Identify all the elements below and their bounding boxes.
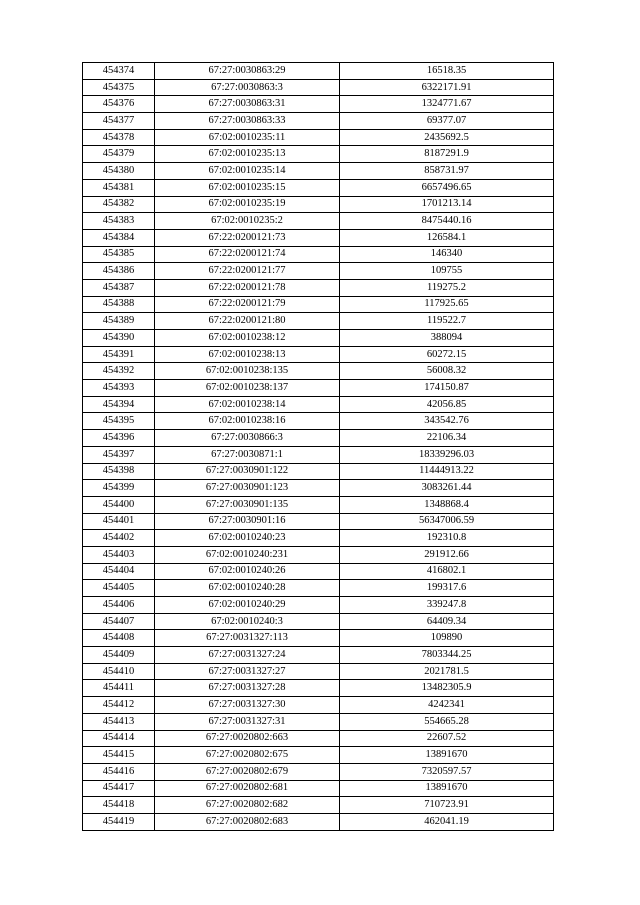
value-cell: 710723.91 xyxy=(340,797,554,814)
value-cell: 22106.34 xyxy=(340,430,554,447)
row-number-cell: 454393 xyxy=(83,380,155,397)
table-row xyxy=(83,179,554,196)
table-row xyxy=(83,513,554,530)
value-cell: 858731.97 xyxy=(340,163,554,180)
value-cell: 13891670 xyxy=(340,747,554,764)
row-number-cell: 454384 xyxy=(83,229,155,246)
table-row xyxy=(83,279,554,296)
row-number-cell: 454396 xyxy=(83,430,155,447)
value-cell: 119522.7 xyxy=(340,313,554,330)
row-number-cell: 454376 xyxy=(83,96,155,113)
row-number-cell: 454407 xyxy=(83,613,155,630)
cadastral-number-cell: 67:02:0010240:3 xyxy=(155,613,340,630)
cadastral-number-cell: 67:02:0010240:28 xyxy=(155,580,340,597)
row-number-cell: 454409 xyxy=(83,647,155,664)
table-row xyxy=(83,313,554,330)
cadastral-number-cell: 67:27:0020802:682 xyxy=(155,797,340,814)
row-number-cell: 454414 xyxy=(83,730,155,747)
value-cell: 13891670 xyxy=(340,780,554,797)
value-cell: 13482305.9 xyxy=(340,680,554,697)
cadastral-number-cell: 67:02:0010235:11 xyxy=(155,129,340,146)
value-cell: 1324771.67 xyxy=(340,96,554,113)
value-cell: 1348868.4 xyxy=(340,496,554,513)
row-number-cell: 454394 xyxy=(83,396,155,413)
row-number-cell: 454399 xyxy=(83,480,155,497)
value-cell: 388094 xyxy=(340,330,554,347)
table-row xyxy=(83,763,554,780)
value-cell: 7320597.57 xyxy=(340,763,554,780)
cadastral-number-cell: 67:27:0030863:3 xyxy=(155,79,340,96)
table-row xyxy=(83,680,554,697)
cadastral-number-cell: 67:27:0020802:663 xyxy=(155,730,340,747)
cadastral-number-cell: 67:27:0020802:683 xyxy=(155,813,340,830)
table-row xyxy=(83,296,554,313)
row-number-cell: 454408 xyxy=(83,630,155,647)
value-cell: 7803344.25 xyxy=(340,647,554,664)
cadastral-number-cell: 67:22:0200121:73 xyxy=(155,229,340,246)
row-number-cell: 454386 xyxy=(83,263,155,280)
value-cell: 291912.66 xyxy=(340,546,554,563)
cadastral-number-cell: 67:02:0010235:15 xyxy=(155,179,340,196)
row-number-cell: 454375 xyxy=(83,79,155,96)
table-row xyxy=(83,597,554,614)
row-number-cell: 454411 xyxy=(83,680,155,697)
table-row xyxy=(83,146,554,163)
value-cell: 119275.2 xyxy=(340,279,554,296)
cadastral-number-cell: 67:02:0010240:29 xyxy=(155,597,340,614)
table-row xyxy=(83,346,554,363)
table-row xyxy=(83,129,554,146)
cadastral-number-cell: 67:27:0030901:16 xyxy=(155,513,340,530)
value-cell: 60272.15 xyxy=(340,346,554,363)
row-number-cell: 454380 xyxy=(83,163,155,180)
value-cell: 199317.6 xyxy=(340,580,554,597)
cadastral-number-cell: 67:02:0010238:135 xyxy=(155,363,340,380)
value-cell: 69377.07 xyxy=(340,113,554,130)
cadastral-number-cell: 67:02:0010240:231 xyxy=(155,546,340,563)
table-row xyxy=(83,747,554,764)
row-number-cell: 454397 xyxy=(83,446,155,463)
cadastral-number-cell: 67:02:0010238:137 xyxy=(155,380,340,397)
table-row xyxy=(83,263,554,280)
value-cell: 64409.34 xyxy=(340,613,554,630)
cadastral-number-cell: 67:27:0031327:24 xyxy=(155,647,340,664)
row-number-cell: 454377 xyxy=(83,113,155,130)
row-number-cell: 454381 xyxy=(83,179,155,196)
cadastral-number-cell: 67:27:0020802:681 xyxy=(155,780,340,797)
table-row xyxy=(83,213,554,230)
table-row xyxy=(83,580,554,597)
table-row xyxy=(83,697,554,714)
value-cell: 109890 xyxy=(340,630,554,647)
table-row xyxy=(83,396,554,413)
table-row xyxy=(83,113,554,130)
row-number-cell: 454412 xyxy=(83,697,155,714)
cadastral-number-cell: 67:27:0031327:31 xyxy=(155,713,340,730)
cadastral-number-cell: 67:02:0010238:16 xyxy=(155,413,340,430)
table-row xyxy=(83,663,554,680)
value-cell: 117925.65 xyxy=(340,296,554,313)
table-row xyxy=(83,780,554,797)
table-row xyxy=(83,813,554,830)
value-cell: 56347006.59 xyxy=(340,513,554,530)
row-number-cell: 454417 xyxy=(83,780,155,797)
value-cell: 3083261.44 xyxy=(340,480,554,497)
table-row xyxy=(83,463,554,480)
table-row xyxy=(83,330,554,347)
cadastral-number-cell: 67:27:0020802:675 xyxy=(155,747,340,764)
row-number-cell: 454400 xyxy=(83,496,155,513)
cadastral-number-cell: 67:27:0030863:31 xyxy=(155,96,340,113)
value-cell: 462041.19 xyxy=(340,813,554,830)
value-cell: 109755 xyxy=(340,263,554,280)
cadastral-number-cell: 67:27:0030901:122 xyxy=(155,463,340,480)
row-number-cell: 454395 xyxy=(83,413,155,430)
cadastral-number-cell: 67:02:0010240:23 xyxy=(155,530,340,547)
cadastral-number-cell: 67:27:0031327:27 xyxy=(155,663,340,680)
cadastral-number-cell: 67:27:0031327:113 xyxy=(155,630,340,647)
cadastral-number-cell: 67:02:0010238:13 xyxy=(155,346,340,363)
row-number-cell: 454405 xyxy=(83,580,155,597)
value-cell: 192310.8 xyxy=(340,530,554,547)
table-row xyxy=(83,546,554,563)
table-row xyxy=(83,563,554,580)
table-row xyxy=(83,613,554,630)
value-cell: 16518.35 xyxy=(340,63,554,80)
cadastral-number-cell: 67:27:0031327:28 xyxy=(155,680,340,697)
table-row xyxy=(83,163,554,180)
row-number-cell: 454403 xyxy=(83,546,155,563)
cadastral-number-cell: 67:22:0200121:78 xyxy=(155,279,340,296)
cadastral-number-cell: 67:02:0010235:13 xyxy=(155,146,340,163)
row-number-cell: 454388 xyxy=(83,296,155,313)
table-row xyxy=(83,413,554,430)
table-row xyxy=(83,79,554,96)
row-number-cell: 454389 xyxy=(83,313,155,330)
cadastral-number-cell: 67:02:0010238:14 xyxy=(155,396,340,413)
value-cell: 11444913.22 xyxy=(340,463,554,480)
value-cell: 343542.76 xyxy=(340,413,554,430)
table-row xyxy=(83,380,554,397)
cadastral-number-cell: 67:27:0030863:33 xyxy=(155,113,340,130)
table-row xyxy=(83,480,554,497)
value-cell: 4242341 xyxy=(340,697,554,714)
cadastral-number-cell: 67:02:0010240:26 xyxy=(155,563,340,580)
value-cell: 1701213.14 xyxy=(340,196,554,213)
cadastral-number-cell: 67:22:0200121:79 xyxy=(155,296,340,313)
value-cell: 2435692.5 xyxy=(340,129,554,146)
value-cell: 2021781.5 xyxy=(340,663,554,680)
table-row xyxy=(83,797,554,814)
value-cell: 8475440.16 xyxy=(340,213,554,230)
cadastral-number-cell: 67:02:0010238:12 xyxy=(155,330,340,347)
row-number-cell: 454387 xyxy=(83,279,155,296)
value-cell: 56008.32 xyxy=(340,363,554,380)
row-number-cell: 454390 xyxy=(83,330,155,347)
table-row xyxy=(83,363,554,380)
cadastral-number-cell: 67:27:0030901:123 xyxy=(155,480,340,497)
row-number-cell: 454391 xyxy=(83,346,155,363)
table-row xyxy=(83,630,554,647)
row-number-cell: 454374 xyxy=(83,63,155,80)
row-number-cell: 454413 xyxy=(83,713,155,730)
row-number-cell: 454383 xyxy=(83,213,155,230)
table-row xyxy=(83,246,554,263)
cadastral-number-cell: 67:02:0010235:2 xyxy=(155,213,340,230)
row-number-cell: 454418 xyxy=(83,797,155,814)
value-cell: 416802.1 xyxy=(340,563,554,580)
cadastral-number-cell: 67:27:0030871:1 xyxy=(155,446,340,463)
row-number-cell: 454410 xyxy=(83,663,155,680)
row-number-cell: 454398 xyxy=(83,463,155,480)
table-row xyxy=(83,530,554,547)
value-cell: 174150.87 xyxy=(340,380,554,397)
table-row xyxy=(83,713,554,730)
cadastral-number-cell: 67:27:0030866:3 xyxy=(155,430,340,447)
value-cell: 554665.28 xyxy=(340,713,554,730)
cadastral-number-cell: 67:27:0020802:679 xyxy=(155,763,340,780)
value-cell: 6657496.65 xyxy=(340,179,554,196)
table-row xyxy=(83,496,554,513)
row-number-cell: 454401 xyxy=(83,513,155,530)
value-cell: 22607.52 xyxy=(340,730,554,747)
row-number-cell: 454416 xyxy=(83,763,155,780)
table-row xyxy=(83,63,554,80)
row-number-cell: 454379 xyxy=(83,146,155,163)
table-row xyxy=(83,196,554,213)
cadastral-number-cell: 67:27:0030901:135 xyxy=(155,496,340,513)
cadastral-number-cell: 67:22:0200121:77 xyxy=(155,263,340,280)
row-number-cell: 454406 xyxy=(83,597,155,614)
table-row xyxy=(83,96,554,113)
cadastral-number-cell: 67:27:0030863:29 xyxy=(155,63,340,80)
value-cell: 339247.8 xyxy=(340,597,554,614)
table-row xyxy=(83,229,554,246)
cadastral-number-cell: 67:22:0200121:74 xyxy=(155,246,340,263)
cadastral-number-cell: 67:02:0010235:19 xyxy=(155,196,340,213)
cadastral-number-cell: 67:02:0010235:14 xyxy=(155,163,340,180)
value-cell: 8187291.9 xyxy=(340,146,554,163)
row-number-cell: 454415 xyxy=(83,747,155,764)
row-number-cell: 454392 xyxy=(83,363,155,380)
data-table xyxy=(82,62,554,831)
row-number-cell: 454385 xyxy=(83,246,155,263)
table-row xyxy=(83,730,554,747)
row-number-cell: 454382 xyxy=(83,196,155,213)
value-cell: 126584.1 xyxy=(340,229,554,246)
row-number-cell: 454402 xyxy=(83,530,155,547)
table-row xyxy=(83,446,554,463)
row-number-cell: 454404 xyxy=(83,563,155,580)
table-row xyxy=(83,430,554,447)
value-cell: 6322171.91 xyxy=(340,79,554,96)
row-number-cell: 454378 xyxy=(83,129,155,146)
row-number-cell: 454419 xyxy=(83,813,155,830)
value-cell: 146340 xyxy=(340,246,554,263)
table-body xyxy=(83,63,554,831)
table-row xyxy=(83,647,554,664)
cadastral-number-cell: 67:27:0031327:30 xyxy=(155,697,340,714)
value-cell: 18339296.03 xyxy=(340,446,554,463)
cadastral-number-cell: 67:22:0200121:80 xyxy=(155,313,340,330)
value-cell: 42056.85 xyxy=(340,396,554,413)
